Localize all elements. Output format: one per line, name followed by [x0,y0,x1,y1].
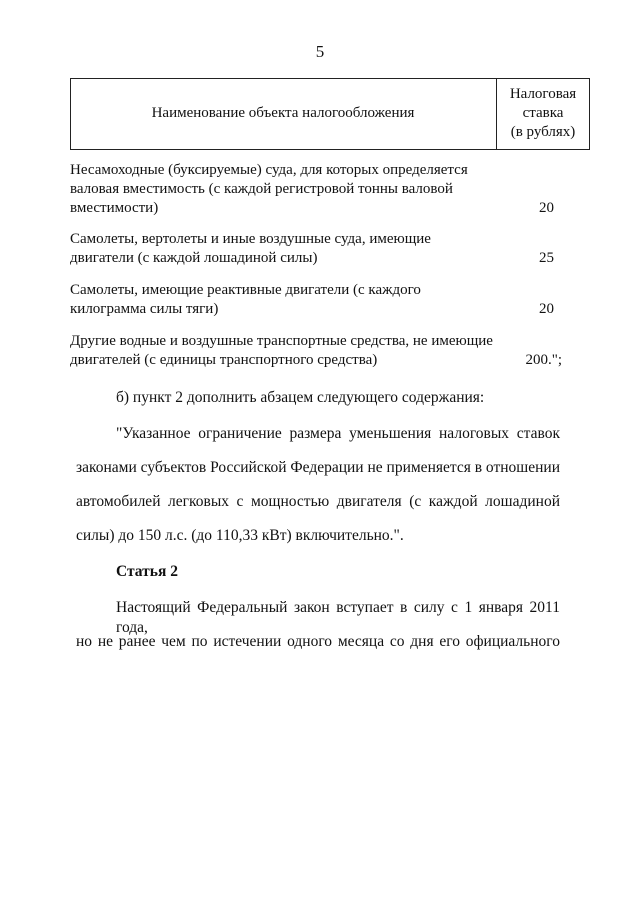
page-number: 5 [315,42,325,61]
tax-rate-table-header [70,78,590,150]
column-header-rate: Налоговая ставка (в рублях) [509,86,577,140]
row-rate-value: 20 [539,200,554,216]
row-object-name: Несамоходные (буксируемые) суда, для которых определяется валовая вместимость (с каждой регистровой тонны валовой вместимости) [70,162,468,216]
quote-line: "Указанное ограничение размера уменьшения налоговых ставок [116,425,560,442]
row-object-name: Самолеты, вертолеты и иные воздушные суда, имеющие двигатели (с каждой лошадиной силы) [70,231,431,266]
column-header-object: Наименование объекта налогообложения [151,105,415,121]
row-rate-value: 20 [539,301,554,317]
quote-line: автомобилей легковых с мощностью двигателя (с каждой лошадиной [76,493,560,510]
quote-line: силы) до 150 л.с. (до 110,33 кВт) включительно.". [76,527,404,544]
quote-line: законами субъектов Российской Федерации не применяется в отношении [76,459,560,476]
article-text-line: но не ранее чем по истечении одного месяца со дня его официального [76,633,560,650]
table-row [70,281,590,319]
paragraph-b-intro: б) пункт 2 дополнить абзацем следующего содержания: [116,389,485,406]
row-rate-value: 200."; [525,352,562,368]
row-rate-value: 25 [539,250,554,266]
article-heading: Статья 2 [116,563,178,580]
row-object-name: Другие водные и воздушные транспортные средства, не имеющие двигателей (с единицы транспортного средства) [70,333,493,368]
table-row [70,161,590,218]
article-text-line: Настоящий Федеральный закон вступает в силу с 1 января 2011 года, [116,599,560,636]
row-object-name: Самолеты, имеющие реактивные двигатели (с каждого килограмма силы тяги) [70,282,421,317]
table-border-right [589,79,590,149]
table-row [70,230,590,268]
table-row [70,332,590,370]
